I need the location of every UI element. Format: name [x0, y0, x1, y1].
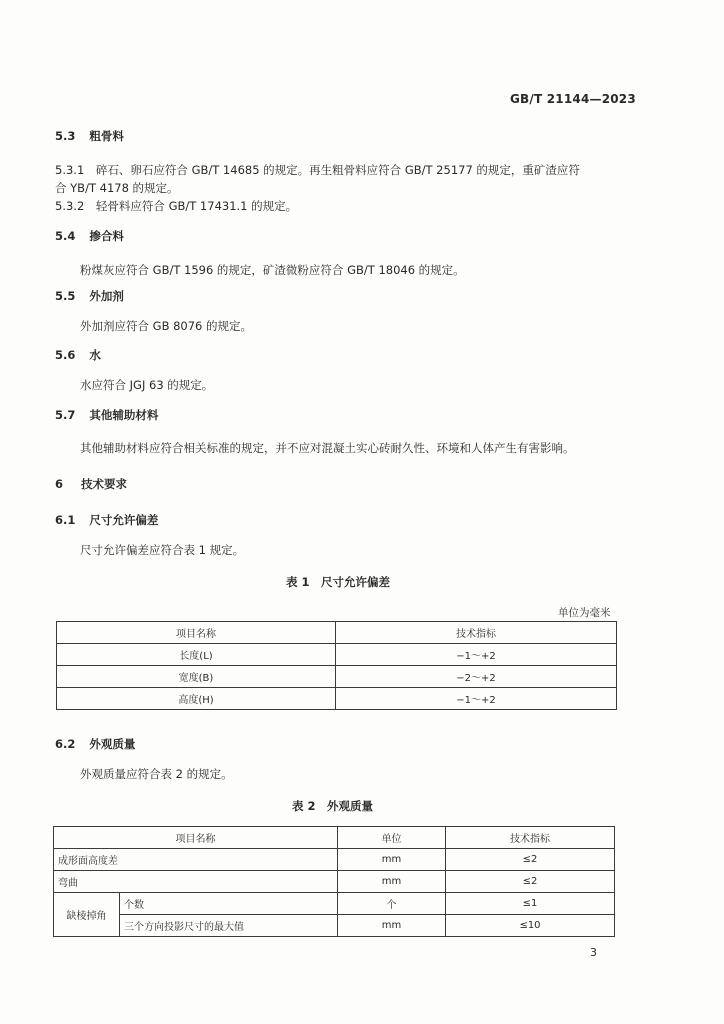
section-number: 5.3: [55, 129, 76, 143]
section-title: 外加剂: [89, 289, 124, 303]
section-title: 粗骨料: [89, 129, 124, 143]
table-cell: −1～+2: [336, 644, 617, 666]
section-5-5-heading: [55, 288, 124, 304]
table-cell: ≤10: [446, 915, 615, 937]
table-row: [57, 644, 617, 666]
clause-text: 碎石、卵石应符合 GB/T 14685 的规定。再生粗骨料应符合 GB/T 25177 的规定，重矿渣应符: [95, 163, 580, 177]
table-cell: 高度(H): [57, 688, 336, 710]
section-5-6-text: 水应符合 JGJ 63 的规定。: [80, 378, 214, 392]
table-cell: 个数: [120, 893, 338, 915]
table-row: [54, 849, 615, 871]
section-title: 掺合料: [89, 229, 124, 243]
table-row: [54, 871, 615, 893]
section-6-1-text: 尺寸允许偏差应符合表 1 规定。: [80, 543, 245, 557]
table-header-row: [57, 622, 617, 644]
clause-5-3-1-line1: [55, 162, 580, 178]
table2-caption: 表 2 外观质量: [292, 799, 374, 813]
section-number: 6: [55, 477, 64, 491]
clause-5-3-2: [55, 198, 297, 214]
table-cell: 宽度(B): [57, 666, 336, 688]
section-number: 6.2: [55, 737, 76, 751]
section-number: 6.1: [55, 513, 76, 527]
clause-number: 5.3.1: [55, 163, 85, 177]
section-number: 5.6: [55, 348, 76, 362]
table-row: [54, 893, 615, 915]
table-header-row: [54, 827, 615, 849]
table-row: [54, 915, 615, 937]
section-5-3-heading: [55, 128, 124, 144]
clause-text: 轻骨料应符合 GB/T 17431.1 的规定。: [95, 199, 298, 213]
section-number: 5.5: [55, 289, 76, 303]
clause-5-3-1-line2: 合 YB/T 4178 的规定。: [55, 181, 179, 195]
table-cell: ≤1: [446, 893, 615, 915]
table-group-cell: 缺棱掉角: [54, 893, 120, 937]
table-cell: 成形面高度差: [54, 849, 338, 871]
table-header-cell: 单位: [338, 827, 446, 849]
section-title: 水: [89, 348, 101, 362]
table-cell: −1～+2: [336, 688, 617, 710]
table-cell: 个: [338, 893, 446, 915]
table-cell: mm: [338, 849, 446, 871]
table-cell: mm: [338, 871, 446, 893]
table1-unit-note: 单位为毫米: [558, 607, 611, 619]
section-title: 技术要求: [81, 477, 128, 491]
table-cell: mm: [338, 915, 446, 937]
section-title: 外观质量: [89, 737, 136, 751]
table-cell: 弯曲: [54, 871, 338, 893]
section-6-2-heading: [55, 736, 135, 752]
section-6-1-heading: [55, 512, 158, 528]
table-row: [57, 688, 617, 710]
section-title: 其他辅助材料: [89, 408, 159, 422]
table-header-cell: 技术指标: [336, 622, 617, 644]
page-number: 3: [590, 946, 597, 959]
section-5-7-heading: [55, 407, 158, 423]
section-6-2-text: 外观质量应符合表 2 的规定。: [80, 767, 233, 781]
section-number: 5.7: [55, 408, 76, 422]
table-cell: ≤2: [446, 849, 615, 871]
section-5-6-heading: [55, 347, 101, 363]
table-cell: 长度(L): [57, 644, 336, 666]
section-title: 尺寸允许偏差: [89, 513, 159, 527]
chapter-6-heading: [55, 476, 127, 492]
table-header-cell: 项目名称: [54, 827, 338, 849]
table-row: [57, 666, 617, 688]
standard-number: GB/T 21144—2023: [510, 92, 636, 106]
clause-number: 5.3.2: [55, 199, 85, 213]
table-header-cell: 技术指标: [446, 827, 615, 849]
table1: [56, 621, 617, 710]
table2: [53, 826, 615, 937]
table1-caption: 表 1 尺寸允许偏差: [286, 575, 391, 589]
section-number: 5.4: [55, 229, 76, 243]
table-cell: 三个方向投影尺寸的最大值: [120, 915, 338, 937]
table-header-cell: 项目名称: [57, 622, 336, 644]
section-5-5-text: 外加剂应符合 GB 8076 的规定。: [80, 319, 253, 333]
section-5-7-text: 其他辅助材料应符合相关标准的规定，并不应对混凝土实心砖耐久性、环境和人体产生有害影响。: [80, 441, 575, 455]
table-cell: −2～+2: [336, 666, 617, 688]
section-5-4-text: 粉煤灰应符合 GB/T 1596 的规定，矿渣微粉应符合 GB/T 18046 的规定。: [80, 263, 465, 277]
section-5-4-heading: [55, 228, 124, 244]
table-cell: ≤2: [446, 871, 615, 893]
